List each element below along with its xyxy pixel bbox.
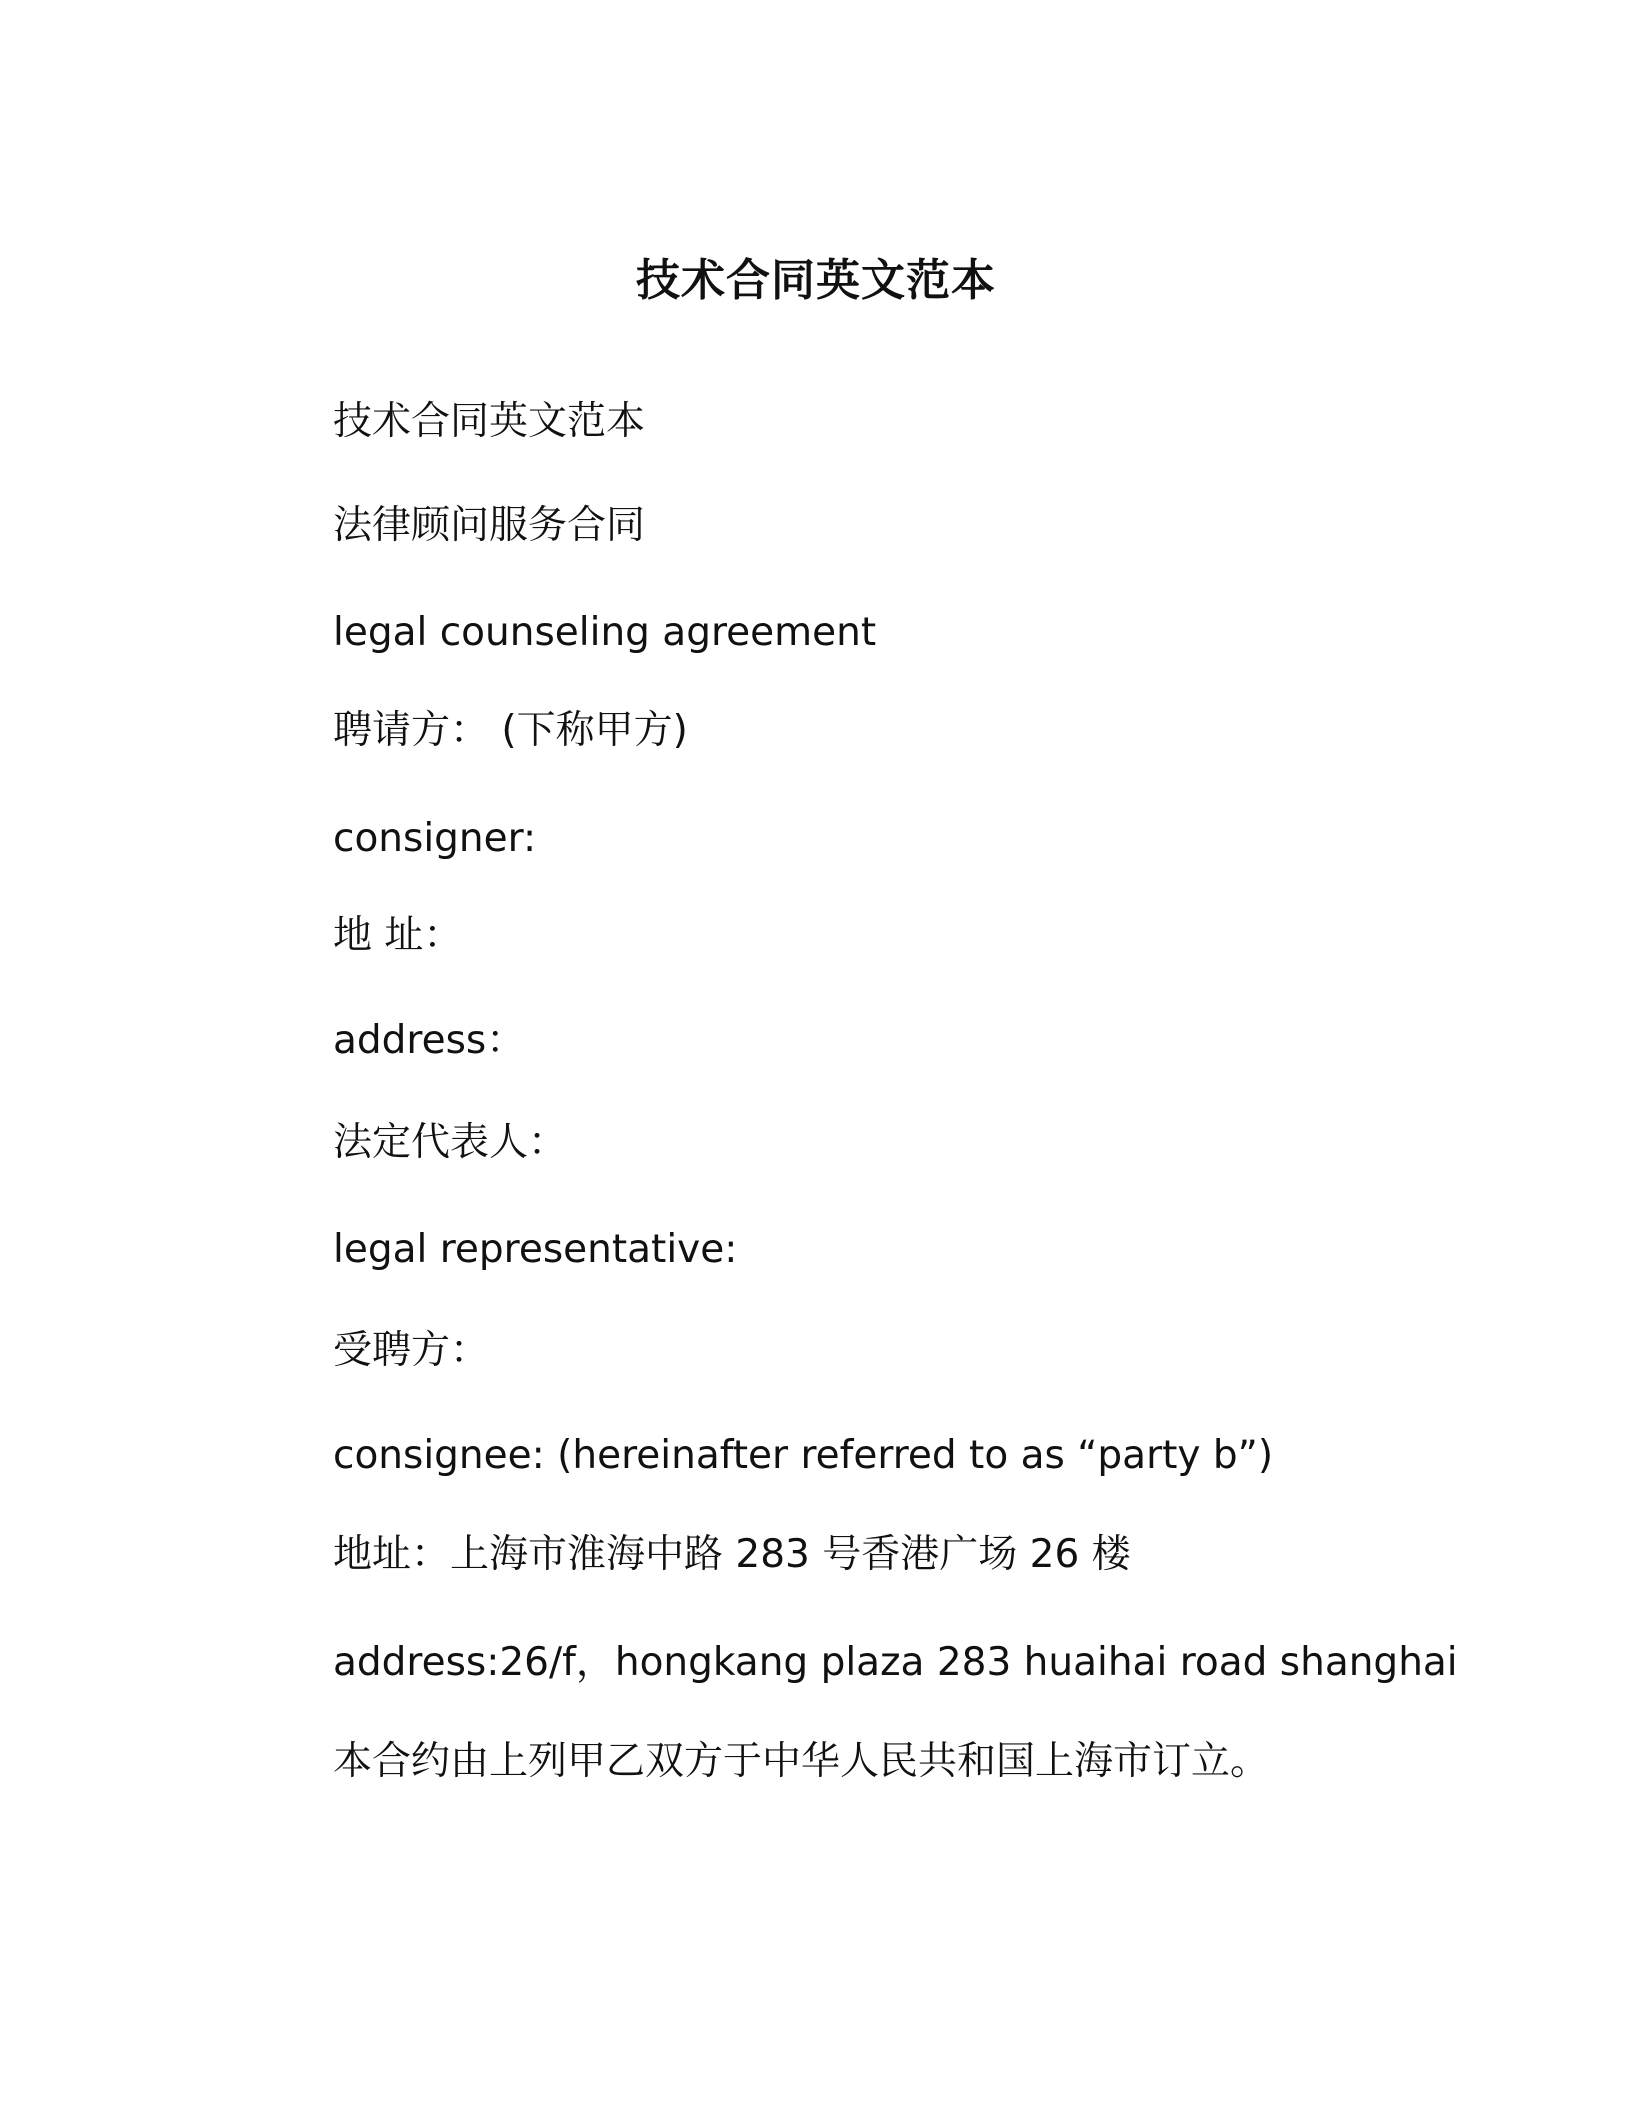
document-title: 技术合同英文范本 xyxy=(636,255,996,307)
paragraph-consigner-en: consigner: xyxy=(333,816,537,861)
paragraph-consigner-cn: 聘请方： (下称甲方) xyxy=(333,708,688,753)
paragraph-consignee-address-en: address:26/f，hongkang plaza 283 huaihai road shanghai xyxy=(333,1640,1458,1685)
paragraph-agreement-title-en: legal counseling agreement xyxy=(333,610,877,655)
paragraph-agreement-place: 本合约由上列甲乙双方于中华人民共和国上海市订立。 xyxy=(333,1739,1270,1784)
paragraph-legal-rep-en: legal representative: xyxy=(333,1227,738,1272)
paragraph-heading-repeat: 技术合同英文范本 xyxy=(333,399,646,444)
paragraph-legal-rep-cn: 法定代表人： xyxy=(333,1120,568,1165)
paragraph-consignee-en: consignee: (hereinafter referred to as “party b”) xyxy=(333,1433,1274,1478)
paragraph-address-cn: 地 址： xyxy=(333,913,463,958)
paragraph-address-en: address： xyxy=(333,1018,526,1063)
paragraph-consignee-cn: 受聘方： xyxy=(333,1328,490,1373)
paragraph-consignee-address-cn: 地址：上海市淮海中路 283 号香港广场 26 楼 xyxy=(333,1532,1131,1577)
paragraph-agreement-title-cn: 法律顾问服务合同 xyxy=(333,503,646,548)
